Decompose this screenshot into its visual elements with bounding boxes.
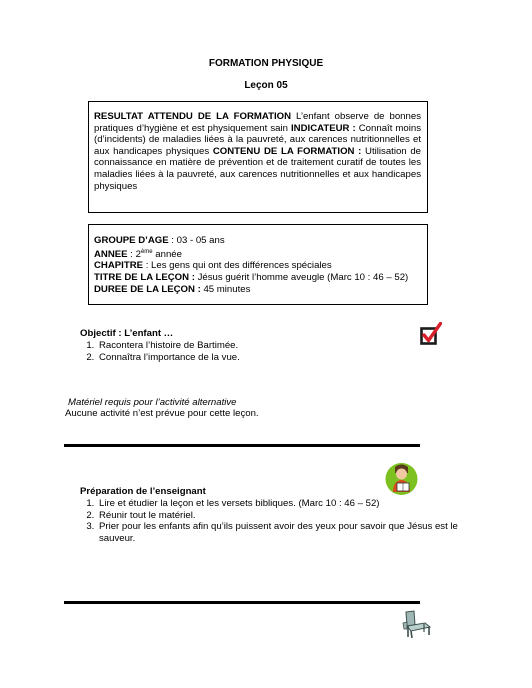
objectif-section <box>80 328 400 363</box>
list-item: 2. Connaîtra l’importance de la vue. <box>97 352 400 364</box>
duree-label: DUREE DE LA LEÇON : <box>94 283 201 295</box>
lesson-info-box <box>88 224 428 305</box>
chapitre-label: CHAPITRE <box>94 260 144 272</box>
indicateur-text: Connaît moins (d’incidents) de maladies liées à la pauvreté, aux carences nutritionnelles et aux handicapes physiques <box>94 122 422 157</box>
list-item: 1. Lire et étudier la leçon et les versets bibliques. (Marc 10 : 46 – 52) <box>97 498 460 510</box>
preparation-section <box>80 486 460 544</box>
preparation-list <box>80 498 460 544</box>
resultat-text: L’enfant observe de bonnes pratiques d’hygiène et est physiquement sain <box>94 111 421 134</box>
annee-sup: ème <box>140 248 153 255</box>
resultat-label: RESULTAT ATTENDU DE LA FORMATION <box>94 111 292 122</box>
annee-text: : 2 <box>127 248 141 260</box>
materiel-text: Aucune activité n’est prévue pour cette leçon. <box>65 408 259 419</box>
contenu-label: CONTENU DE LA FORMATION : <box>212 145 362 157</box>
titre-text: Jésus guérit l’homme aveugle (Marc 10 : 46 – 52) <box>194 271 409 283</box>
section-divider <box>64 444 420 447</box>
preparation-heading: Préparation de l’enseignant <box>80 486 206 497</box>
list-item: 2. Réunir tout le matériel. <box>97 510 460 522</box>
annee-label: ANNEE <box>94 248 128 260</box>
lesson-number: Leçon 05 <box>244 80 288 91</box>
materiel-heading: Matériel requis pour l’activité alternative <box>68 397 237 408</box>
section-divider <box>64 601 420 604</box>
objectif-list <box>80 340 400 363</box>
chair-icon <box>400 609 432 639</box>
page-title: FORMATION PHYSIQUE <box>208 58 324 69</box>
groupe-label: GROUPE D’AGE <box>94 235 169 246</box>
contenu-text: Utilisation de connaissance en matière de prévention et de traitement curatif de toutes les maladies liées à la pauvreté, aux carences nutritionnelles et aux handicapes physiques <box>94 145 421 192</box>
indicateur-label: INDICATEUR : <box>291 122 356 134</box>
formation-goals-box <box>88 101 428 213</box>
annee-tail: année <box>152 248 182 260</box>
checkbox-check-icon <box>420 322 442 346</box>
duree-text: 45 minutes <box>200 283 251 295</box>
titre-label: TITRE DE LA LEÇON : <box>94 271 195 283</box>
objectif-heading: Objectif : L’enfant … <box>80 328 174 339</box>
list-item: 1. Racontera l’histoire de Bartimée. <box>97 340 400 352</box>
list-item: 3. Prier pour les enfants afin qu’ils puissent avoir des yeux pour savoir que Jésus est le sauveur. <box>97 521 460 544</box>
chapitre-text: : Les gens qui ont des différences spéciales <box>143 260 332 272</box>
groupe-text: : 03 - 05 ans <box>168 235 225 246</box>
